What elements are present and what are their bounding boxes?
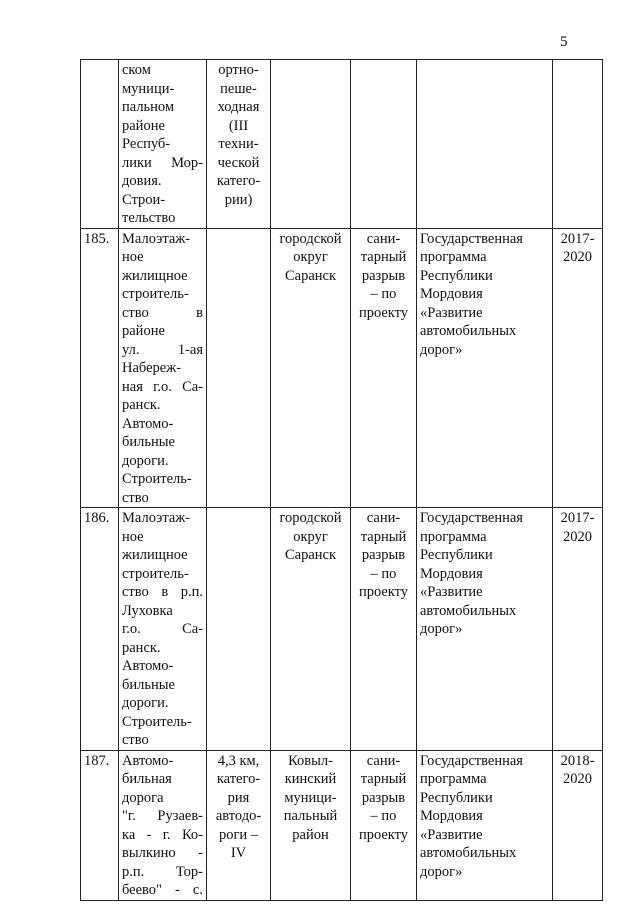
cell-line: 2020 [563,528,592,545]
cell-line: «Развитие [420,826,483,843]
cell-line: программа [420,249,487,265]
cell-line: проекту [358,584,409,600]
cell-line [122,881,203,900]
cell-line: строитель- [122,565,189,582]
cell-line: разрыв [361,789,406,806]
cell-line: Строи- [122,191,166,208]
cell-line: Государственная [420,510,523,526]
cell-line [122,304,203,323]
cell-line [122,807,203,826]
cell-line: округ [293,528,328,545]
period-cell [553,228,603,508]
cell-line: Респуб- [122,136,171,152]
page-number: 5 [560,34,568,50]
cell-line [122,583,203,602]
cell-line: катего- [216,173,261,189]
cell-line [122,844,203,863]
cell-line: проекту [358,826,409,843]
cell-line: техни- [218,136,259,152]
period-cell [553,508,603,751]
cell-line: разрыв [361,547,406,563]
cell-line: тарный [360,771,407,787]
zone-cell [351,508,417,751]
cell-line: бильные [122,434,175,450]
object-name-cell [119,60,207,229]
cell-line: дороги. [122,695,169,711]
object-name-cell [119,750,207,900]
cell-line: ное [122,249,144,265]
cell-line [122,620,203,639]
cell-line: 2020 [563,771,592,787]
parameters-cell [207,508,271,751]
cell-line: проекту [358,304,409,321]
cell-line: Автомо- [122,415,174,432]
cell-line: сани- [366,230,401,247]
period-cell [553,60,603,229]
program-cell [417,750,553,900]
cell-line: Мордовия [420,286,483,302]
location-cell [271,228,351,508]
cell-line: бильные [122,676,175,693]
cell-line: ском [122,62,151,78]
cell-line: (III [228,117,249,134]
cell-line: Малоэтаж- [122,230,191,247]
cell-line: программа [420,528,487,545]
row-number-cell [81,750,119,900]
cell-line: дорог» [420,863,463,880]
cell-word: в [196,304,203,321]
cell-line: муници- [122,80,175,97]
cell-line: дороги. [122,452,169,469]
cell-line: Ковыл- [288,752,333,769]
cell-line: муници- [284,789,337,806]
cell-line: районе [122,117,165,134]
cell-line: IV [230,845,247,861]
cell-word: Рузаев- [157,808,203,824]
cell-word: в [161,584,169,600]
cell-word: - [146,826,152,843]
cell-line: кинский [284,771,337,787]
cell-line: ное [122,528,144,545]
cell-word: Са- [182,378,203,395]
cell-line: разрыв [361,267,406,284]
object-name-cell [119,228,207,508]
cell-line: Мордовия [420,565,483,582]
cell-line: Республики [420,547,493,563]
cell-line: Саранск [284,547,337,563]
cell-line: 2017- [560,230,595,247]
zone-cell [351,228,417,508]
cell-line: ранск. [122,639,161,656]
cell-line: рия [227,789,250,806]
cell-line: тарный [360,249,407,265]
table-row [81,60,603,229]
program-cell [417,228,553,508]
cell-line: жилищное [122,267,188,284]
cell-line: автомобильных [420,323,517,339]
cell-line: бильная [122,771,172,787]
cell-word: ка [122,826,136,843]
row-number: 186. [84,510,110,526]
row-number-cell [81,228,119,508]
cell-word: ство [122,584,149,600]
cell-line: – по [370,808,397,824]
cell-line: довия. [122,173,162,189]
cell-line [122,863,203,882]
cell-line: 2017- [560,510,595,526]
row-number-cell [81,60,119,229]
object-name-cell [119,508,207,751]
cell-word: Тор- [175,863,203,880]
cell-line: Строитель- [122,471,192,487]
cell-word: г.о. [153,378,172,395]
cell-word: - [175,882,180,898]
cell-line: – по [370,565,397,582]
cell-line: пеше- [220,80,257,97]
cell-word: беево" [122,882,162,898]
cell-line: Луховка [122,602,173,619]
cell-word: ная [122,378,143,395]
cell-line: 4,3 км, [217,752,260,769]
cell-word: г. [162,826,171,843]
program-cell [417,60,553,229]
cell-line: 2020 [563,249,592,265]
zone-cell [351,750,417,900]
cell-line: Государственная [420,230,523,247]
location-cell [271,508,351,751]
table-row [81,508,603,751]
cell-line: ство [122,732,149,748]
cell-line: программа [420,771,487,787]
cell-line: строитель- [122,286,189,302]
cell-line: сани- [366,752,401,769]
period-cell [553,750,603,900]
cell-line: Строитель- [122,713,192,730]
cell-line: Республики [420,789,493,806]
cell-line: катего- [216,771,261,787]
cell-line: дорог» [420,341,463,358]
cell-line: дорог» [420,621,463,637]
cell-line: ходная [217,99,260,115]
cell-line: «Развитие [420,304,483,321]
cell-line [122,378,203,397]
row-number-cell [81,508,119,751]
cell-word: 1-ая [177,341,203,358]
parameters-cell [207,750,271,900]
cell-word: р.п. [180,584,203,600]
zone-cell [351,60,417,229]
cell-line: автомобильных [420,845,517,861]
location-cell [271,750,351,900]
cell-word: ул. [122,341,140,358]
cell-line: – по [370,286,397,302]
cell-line: Государственная [420,752,523,769]
row-number: 187. [84,752,110,769]
cell-word: лики [122,154,152,171]
cell-line: ческой [217,154,260,171]
cell-line: тельство [122,210,176,226]
cell-word: ство [122,304,149,321]
cell-line: пальном [122,99,175,115]
cell-line: Республики [420,267,493,284]
cell-line: дорога [122,789,164,806]
cell-line: ортно- [218,62,259,78]
table-row [81,750,603,900]
cell-word: г.о. [122,621,141,637]
cell-line: районе [122,323,165,339]
cell-line: тарный [360,528,407,545]
cell-line [122,826,203,845]
cell-word: Мор- [171,154,203,171]
location-cell [271,60,351,229]
cell-line [122,341,203,360]
cell-line: ранск. [122,397,161,413]
parameters-cell [207,60,271,229]
objects-table [80,59,603,901]
cell-word: вылкино [122,845,176,861]
cell-line: район [292,826,329,843]
cell-line: ство [122,489,149,506]
cell-line: 2018- [560,752,595,769]
cell-line: роги – [218,826,259,843]
cell-line: автодо- [215,808,262,824]
cell-line: жилищное [122,547,188,563]
program-cell [417,508,553,751]
cell-word: Ко- [181,826,203,843]
parameters-cell [207,228,271,508]
table-row [81,228,603,508]
cell-line [122,154,203,173]
cell-line: Автомо- [122,658,174,674]
cell-word: - [198,845,203,861]
cell-line: рии) [224,191,253,208]
cell-word: "г. [122,808,136,824]
cell-line: пальный [283,808,338,824]
cell-line: автомобильных [420,602,517,619]
cell-word: Са- [182,621,203,637]
cell-word: с. [192,882,203,898]
cell-line: Автомо- [122,752,174,769]
cell-line: городской [279,510,342,526]
cell-line: Мордовия [420,808,483,824]
cell-line: Малоэтаж- [122,510,191,526]
cell-line: сани- [366,510,401,526]
cell-line: «Развитие [420,584,483,600]
cell-line: Набереж- [122,360,182,376]
cell-line: округ [293,249,328,265]
cell-line: Саранск [284,267,337,284]
cell-word: р.п. [122,863,145,880]
cell-line: городской [279,230,342,247]
row-number: 185. [84,230,110,247]
